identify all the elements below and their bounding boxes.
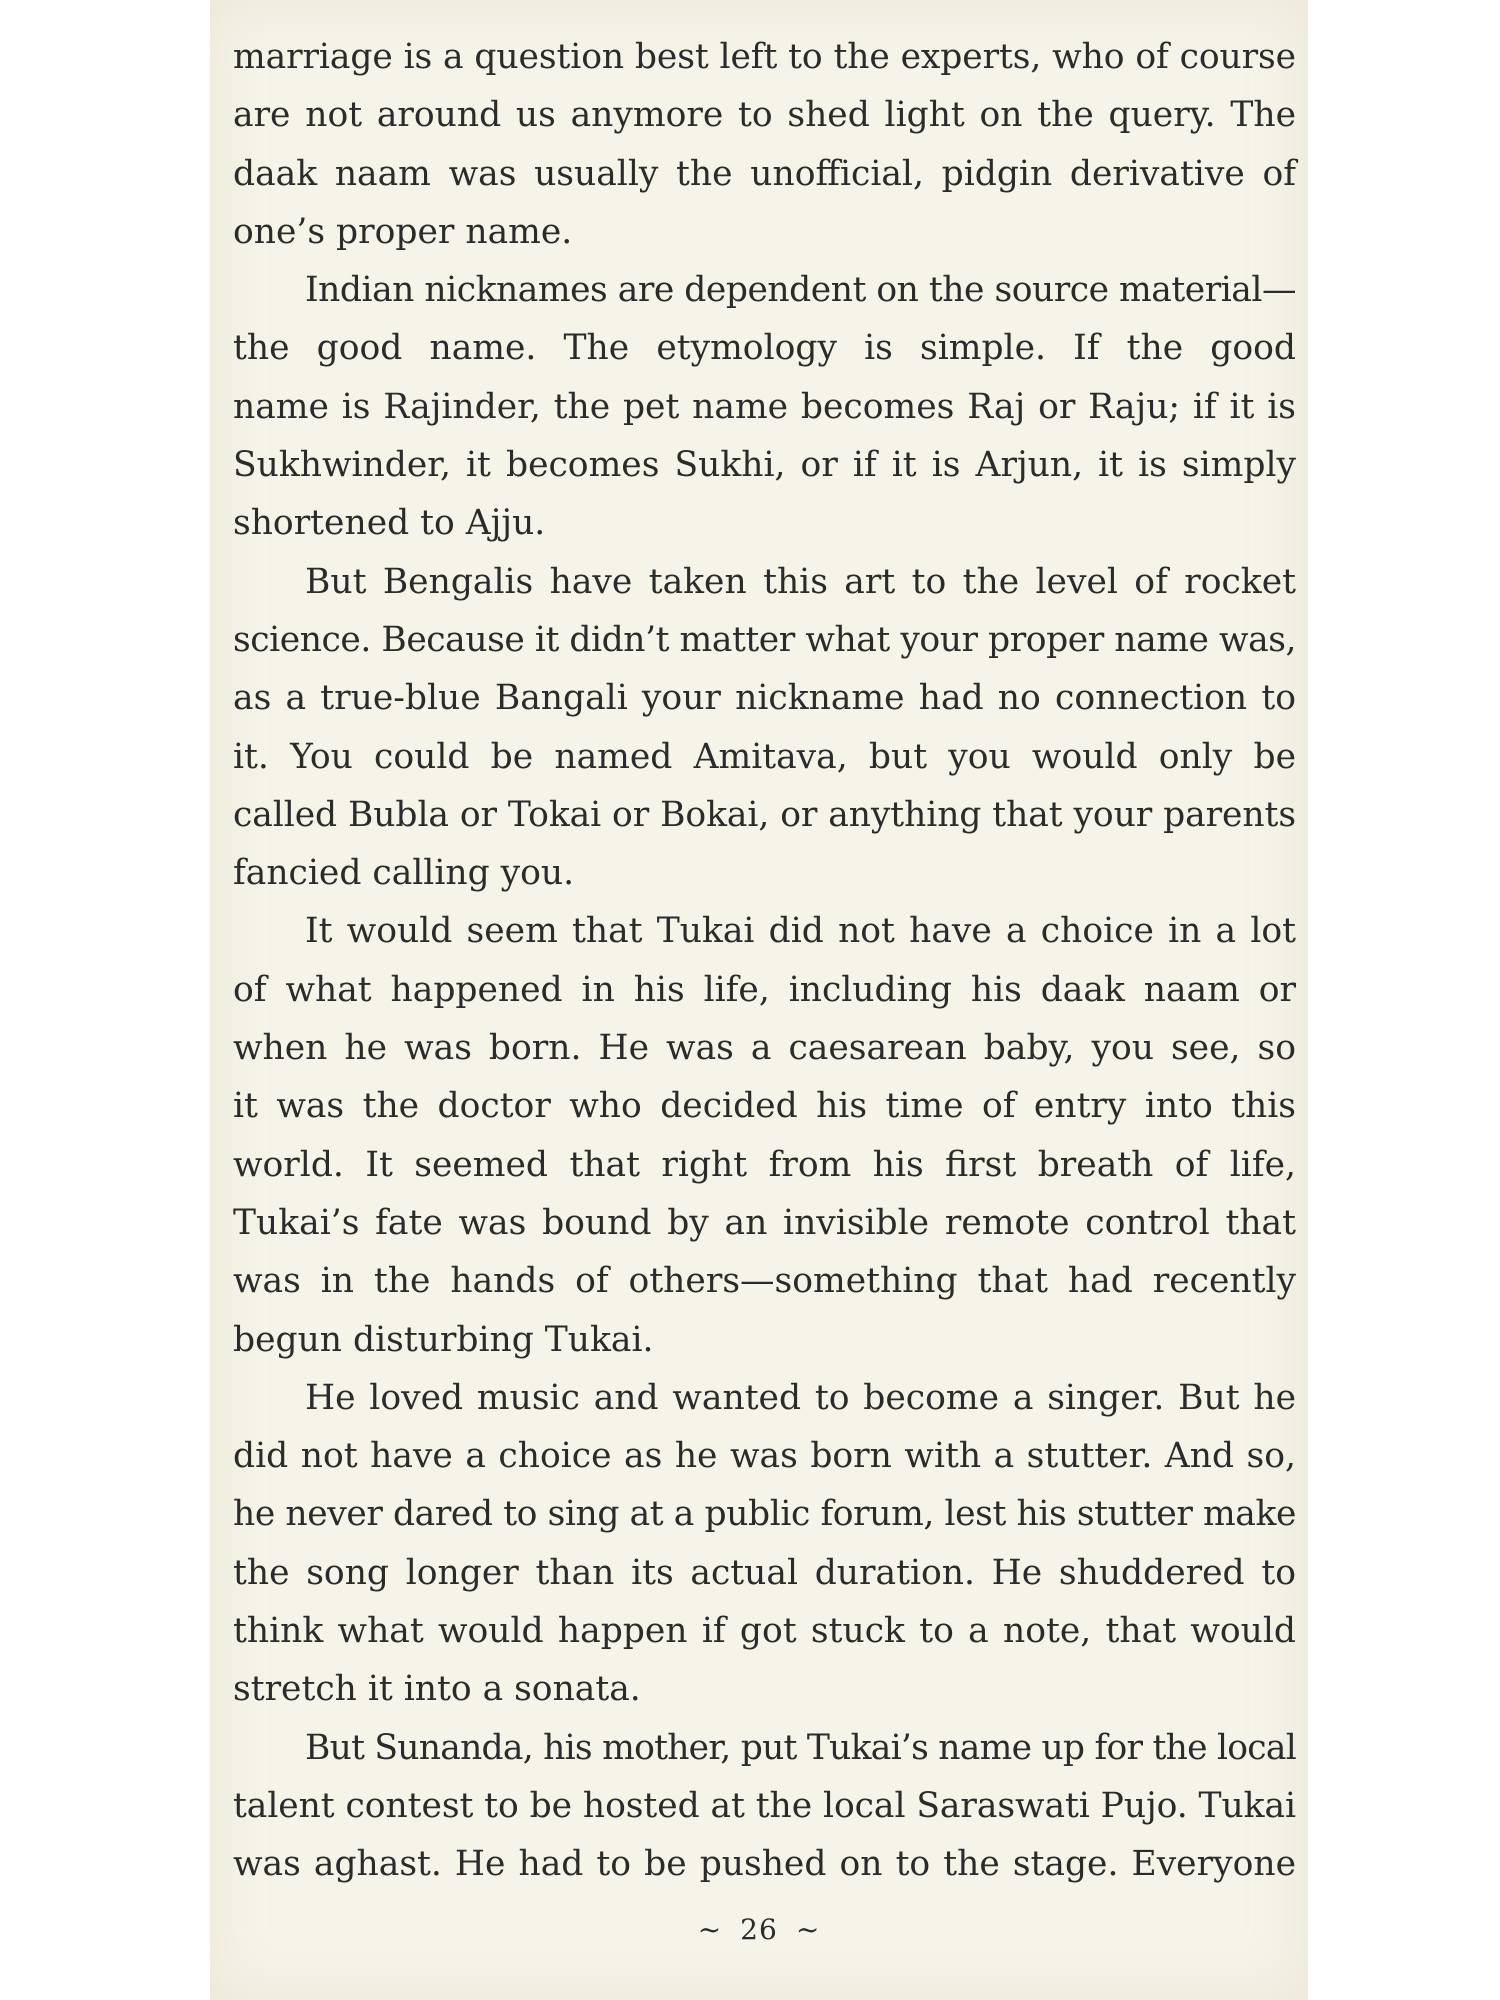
text-line: of what happened in his life, including his daak naam or xyxy=(233,969,1296,1010)
text-line: Sukhwinder, it becomes Sukhi, or if it is Arjun, it is simply xyxy=(233,445,1296,486)
folio-right-ornament: ~ xyxy=(795,1913,821,1946)
text-line: daak naam was usually the unofficial, pidgin derivative of xyxy=(233,153,1296,194)
text-line: one’s proper name. xyxy=(233,211,573,252)
text-line: It would seem that Tukai did not have a choice in a lot xyxy=(305,911,1296,952)
text-line: it was the doctor who decided his time of entry into this xyxy=(233,1086,1296,1127)
paragraph xyxy=(233,553,1296,903)
text-line: world. It seemed that right from his first breath of life, xyxy=(233,1144,1296,1185)
text-line: are not around us anymore to shed light on the query. The xyxy=(233,95,1296,136)
text-line: But Bengalis have taken this art to the level of rocket xyxy=(305,561,1296,602)
paragraph xyxy=(233,1369,1296,1719)
text-line: fancied calling you. xyxy=(233,853,575,894)
text-line: science. Because it didn’t matter what your proper name was, xyxy=(233,619,1296,660)
text-line: shortened to Ajju. xyxy=(233,503,546,544)
paragraph xyxy=(233,261,1296,552)
body-text xyxy=(233,28,1296,1894)
folio-left-ornament: ~ xyxy=(697,1913,723,1946)
text-line: marriage is a question best left to the experts, who of course xyxy=(233,37,1296,77)
text-line: the song longer than its actual duration. He shuddered to xyxy=(233,1552,1296,1593)
text-line: Indian nicknames are dependent on the source material— xyxy=(305,270,1296,311)
page-folio xyxy=(210,1913,1308,1946)
text-line: he never dared to sing at a public forum, lest his stutter make xyxy=(233,1494,1296,1535)
paragraph xyxy=(233,28,1296,261)
page-number: 26 xyxy=(740,1913,778,1946)
book-page xyxy=(210,0,1308,2000)
text-line: as a true-blue Bangali your nickname had no connection to xyxy=(233,678,1296,719)
text-line: talent contest to be hosted at the local Saraswati Pujo. Tukai xyxy=(233,1785,1296,1826)
text-line: begun disturbing Tukai. xyxy=(233,1319,654,1360)
text-line: name is Rajinder, the pet name becomes Raj or Raju; if it is xyxy=(233,386,1296,427)
text-line: called Bubla or Tokai or Bokai, or anything that your parents xyxy=(233,794,1296,835)
text-line: think what would happen if got stuck to a note, that would xyxy=(233,1611,1296,1652)
text-line: the good name. The etymology is simple. If the good xyxy=(233,328,1296,369)
text-line: stretch it into a sonata. xyxy=(233,1669,641,1710)
text-line: was aghast. He had to be pushed on to the stage. Everyone xyxy=(233,1844,1296,1885)
paragraph xyxy=(233,1719,1296,1894)
text-line: But Sunanda, his mother, put Tukai’s name up for the local xyxy=(305,1727,1296,1768)
text-line: was in the hands of others—something that had recently xyxy=(233,1261,1296,1302)
text-line: when he was born. He was a caesarean baby, you see, so xyxy=(233,1028,1296,1069)
text-line: did not have a choice as he was born with a stutter. And so, xyxy=(233,1436,1296,1477)
paragraph xyxy=(233,902,1296,1368)
text-line: He loved music and wanted to become a singer. But he xyxy=(305,1377,1296,1418)
text-line: it. You could be named Amitava, but you would only be xyxy=(233,736,1296,777)
text-line: Tukai’s fate was bound by an invisible remote control that xyxy=(233,1202,1296,1243)
